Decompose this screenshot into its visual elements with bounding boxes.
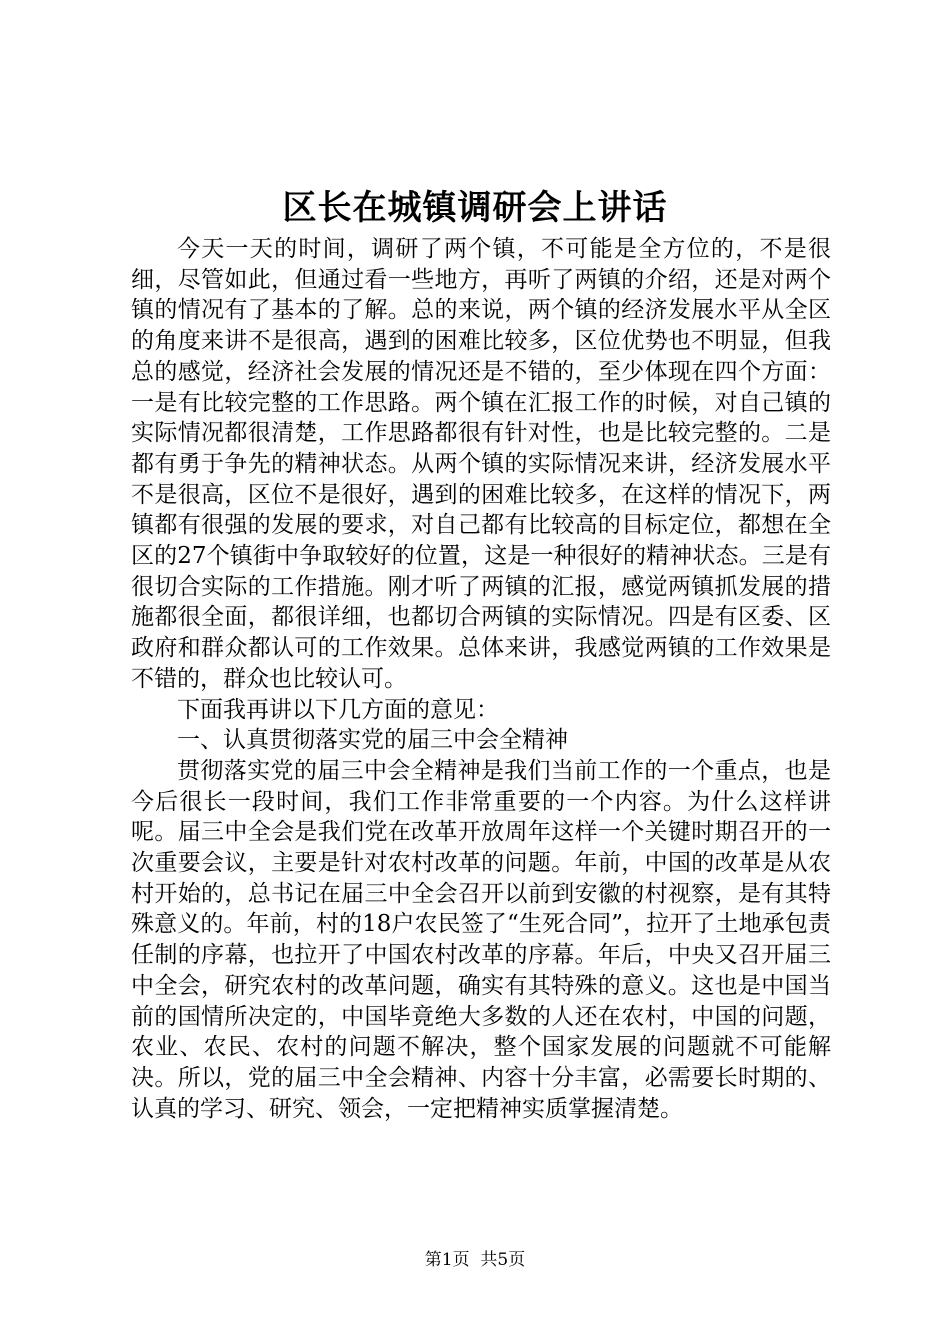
paragraph-intro: 今天一天的时间，调研了两个镇，不可能是全方位的，不是很细，尽管如此，但通过看一些地方，再听了两镇的介绍，还是对两个镇的情况有了基本的了解。总的来说，两个镇的经济发展水平从全区的角度来讲不是很高，遇到的困难比较多，区位优势也不明显，但我总的感觉，经济社会发展的情况还是不错的，至少体现在四个方面：一是有比较完整的工作思路。两个镇在汇报工作的时候，对自己镇的实际情况都很清楚，工作思路都很有针对性，也是比较完整的。二是都有勇于争先的精神状态。从两个镇的实际情况来讲，经济发展水平不是很高，区位不是很好，遇到的困难比较多，在这样的情况下，两镇都有很强的发展的要求，对自己都有比较高的目标定位，都想在全区的27个镇街中争取较好的位置，这是一种很好的精神状态。三是有很切合实际的工作措施。刚才听了两镇的汇报，感觉两镇抓发展的措施都很全面，都很详细，也都切合两镇的实际情况。四是有区委、区政府和群众都认可的工作效果。总体来讲，我感觉两镇的工作效果是不错的，群众也比较认可。 — [131, 236, 831, 692]
page-footer — [0, 1248, 950, 1272]
paragraph-section-1: 贯彻落实党的届三中会全精神是我们当前工作的一个重点，也是今后很长一段时间，我们工作非常重要的一个内容。为什么这样讲呢。届三中全会是我们党在改革开放周年这样一个关键时期召开的一次重要会议，主要是针对农村改革的问题。年前，中国的改革是从农村开始的，总书记在届三中全会召开以前到安徽的村视察，是有其特殊意义的。年前，村的18户农民签了“生死合同”，拉开了土地承包责任制的序幕，也拉开了中国农村改革的序幕。年后，中央又召开届三中全会，研究农村的改革问题，确实有其特殊的意义。这也是中国当前的国情所决定的，中国毕竟绝大多数的人还在农村，中国的问题，农业、农民、农村的问题不解决，整个国家发展的问题就不可能解决。所以，党的届三中全会精神、内容十分丰富，必需要长时期的、认真的学习、研究、领会，一定把精神实质掌握清楚。 — [131, 757, 831, 1122]
document-title: 区长在城镇调研会上讲话 — [282, 188, 668, 228]
document-body — [131, 234, 831, 1124]
page-number: 第1页 — [424, 1250, 470, 1270]
page-total: 共5页 — [480, 1250, 526, 1270]
paragraph-transition: 下面我再讲以下几方面的意见： — [177, 696, 499, 723]
section-heading-1: 一、认真贯彻落实党的届三中会全精神 — [177, 727, 568, 754]
